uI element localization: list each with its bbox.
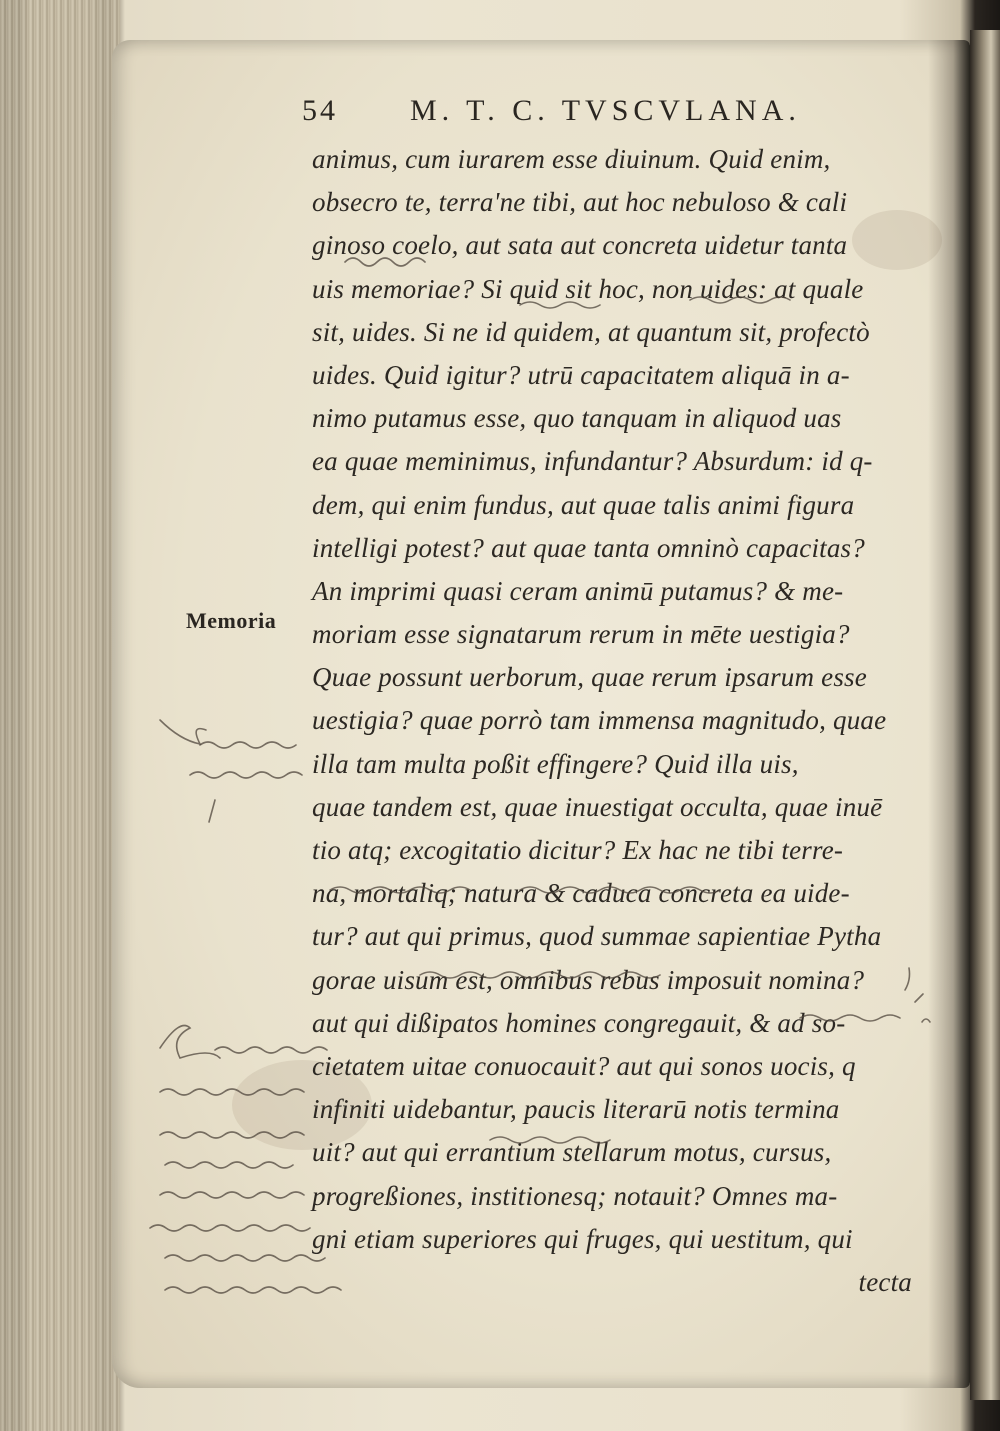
text-line: progreßiones, institionesq; notauit? Omnes ma-	[312, 1180, 838, 1211]
page-number: 54	[302, 94, 338, 127]
text-line: moriam esse signatarum rerum in mēte uestigia?	[312, 619, 850, 650]
text-line: uides. Quid igitur? utrū capacitatem aliquā in a-	[312, 359, 850, 390]
text-line: quae tandem est, quae inuestigat occulta, quae inuē	[312, 791, 883, 822]
text-line: tio atq; excogitatio dicitur? Ex hac ne tibi terre-	[312, 835, 844, 865]
text-line: infiniti uidebantur, paucis literarū notis termina	[312, 1094, 840, 1125]
text-line: uit? aut qui errantium stellarum motus, cursus,	[312, 1137, 832, 1168]
text-line: ginoso coelo, aut sata aut concreta uidetur tanta	[312, 230, 848, 261]
text-line: sit, uides. Si ne id quidem, at quantum sit, profectò	[312, 316, 870, 347]
text-line: uis memoriae? Si quid sit hoc, non uides: at quale	[312, 273, 864, 304]
text-line: cietatem uitae conuocauit? aut qui sonos uocis, q	[312, 1050, 856, 1081]
text-line: intelligi potest? aut quae tanta omninò capacitas?	[312, 532, 865, 563]
text-line: na, mortaliq; natura & caduca concreta ea uide-	[312, 878, 850, 909]
text-line: aut qui dißipatos homines congregauit, & ad so-	[312, 1007, 846, 1038]
text-line: nimo putamus esse, quo tanquam in aliquod uas	[312, 403, 842, 434]
text-line: obsecro te, terra'ne tibi, aut hoc nebuloso & cali	[312, 187, 848, 218]
text-line: dem, qui enim fundus, aut quae talis animi figura	[312, 489, 855, 520]
text-line: gni etiam superiores qui fruges, qui uestitum, qui	[312, 1223, 853, 1254]
margin-note: Memoria	[186, 608, 277, 633]
text-line: ea quae meminimus, infundantur? Absurdum: id q-	[312, 446, 873, 477]
text-line: animus, cum iurarem esse diuinum. Quid enim,	[312, 144, 831, 174]
text-line: gorae uisum est, omnibus rebus imposuit nomina?	[312, 964, 865, 995]
text-line: uestigia? quae porrò tam immensa magnitudo, quae	[312, 705, 887, 736]
text-line: tur? aut qui primus, quod summae sapientiae Pytha	[312, 921, 882, 952]
catchword: tecta	[858, 1266, 912, 1297]
text-line: An imprimi quasi ceram animū putamus? & me-	[312, 575, 844, 606]
running-title: M. T. C. TVSCVLANA.	[410, 94, 801, 127]
text-line: illa tam multa poßit effingere? Quid illa uis,	[312, 748, 799, 779]
text-line: Quae possunt uerborum, quae rerum ipsarum esse	[312, 662, 867, 693]
